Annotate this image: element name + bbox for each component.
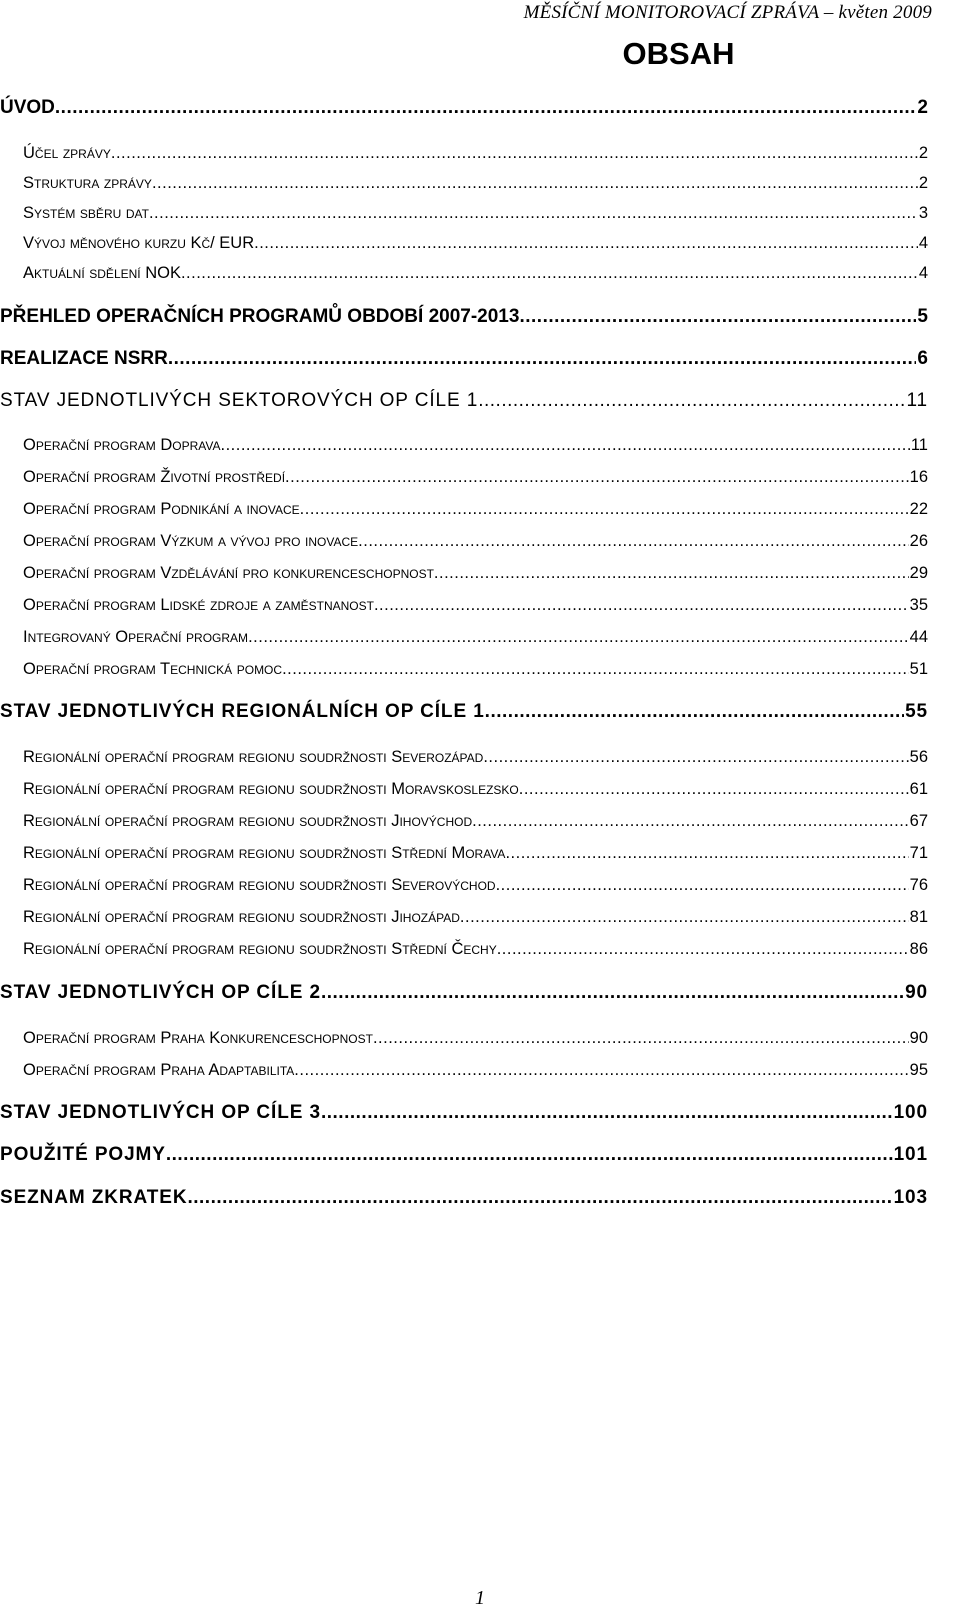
toc-entry-label: Vývoj měnového kurzu Kč/ EUR [23, 234, 255, 252]
toc-entry-page: 67 [909, 812, 928, 830]
toc-entry-page: 16 [909, 468, 928, 486]
toc-leader [181, 264, 918, 283]
toc-entry-page: 90 [909, 1029, 928, 1047]
toc-entry-label: Regionální operační program regionu soudržnosti Jihozápad [23, 908, 460, 926]
toc-entry-page: 95 [909, 1061, 928, 1079]
toc-leader [374, 596, 909, 615]
toc-leader [358, 532, 908, 551]
toc-entry-label: STAV JEDNOTLIVÝCH REGIONÁLNÍCH OP CÍLE 1 [0, 701, 485, 722]
toc-entry-label: Regionální operační program regionu soudržnosti Severovýchod [23, 876, 496, 894]
toc-entry-page: 2 [917, 97, 928, 118]
toc-entry[interactable] [0, 1144, 928, 1166]
toc-entry[interactable] [23, 204, 928, 223]
toc-entry-page: 55 [905, 701, 928, 722]
toc-leader [166, 1144, 893, 1166]
toc-leader [111, 144, 918, 163]
toc-entry[interactable] [23, 1029, 928, 1048]
toc-entry-label: Systém sběru dat [23, 204, 149, 222]
toc-entry-label: PŘEHLED OPERAČNÍCH PROGRAMŮ OBDOBÍ 2007-2013 [0, 306, 520, 327]
toc-leader [282, 660, 909, 679]
toc-entry-label: Operační program Praha Konkurenceschopnost [23, 1029, 373, 1047]
toc-entry[interactable] [23, 876, 928, 895]
toc-entry-page: 4 [918, 264, 928, 282]
toc-entry[interactable] [23, 844, 928, 863]
toc-entry-label: Regionální operační program regionu soudržnosti Střední Morava [23, 844, 506, 862]
toc-entry-page: 76 [909, 876, 928, 894]
toc-entry-label: SEZNAM ZKRATEK [0, 1187, 188, 1208]
toc-leader [321, 982, 904, 1004]
toc-entry-label: STAV JEDNOTLIVÝCH OP CÍLE 3 [0, 1102, 321, 1123]
toc-leader [149, 204, 918, 223]
toc-leader [248, 628, 909, 647]
toc-leader [55, 97, 917, 119]
toc-entry[interactable] [23, 628, 928, 647]
toc-entry-page: 2 [918, 144, 928, 162]
toc-entry-page: 100 [893, 1102, 928, 1123]
toc-entry-label: Operační program Vzdělávání pro konkurenceschopnost [23, 564, 434, 582]
toc-entry-label: Operační program Životní prostředí [23, 468, 286, 486]
toc-entry[interactable] [23, 596, 928, 615]
toc-entry-label: Operační program Doprava [23, 436, 221, 454]
toc-leader [497, 940, 909, 959]
toc-entry-label: Operační program Lidské zdroje a zaměstnanost [23, 596, 374, 614]
toc-entry-page: 86 [909, 940, 928, 958]
toc-entry-page: 22 [909, 500, 928, 518]
toc-entry-page: 35 [909, 596, 928, 614]
toc-entry[interactable] [0, 1102, 928, 1124]
toc-entry-page: 51 [909, 660, 928, 678]
toc-entry[interactable] [23, 436, 928, 455]
toc-entry[interactable] [0, 348, 928, 370]
toc-entry-label: Účel zprávy [23, 144, 111, 162]
toc-entry-page: 3 [918, 204, 928, 222]
toc-entry[interactable] [23, 812, 928, 831]
toc-entry-page: 4 [918, 234, 928, 252]
page-title: OBSAH [622, 36, 735, 71]
toc-entry-label: Operační program Technická pomoc [23, 660, 283, 678]
toc-entry-page: 81 [909, 908, 928, 926]
toc-entry[interactable] [0, 97, 928, 119]
toc-entry[interactable] [23, 468, 928, 487]
toc-entry[interactable] [23, 234, 928, 253]
toc-leader [285, 468, 909, 487]
toc-entry[interactable] [0, 390, 928, 412]
toc-leader [505, 844, 908, 863]
toc-entry[interactable] [0, 701, 928, 723]
toc-entry[interactable] [23, 780, 928, 799]
toc-entry[interactable] [23, 564, 928, 583]
toc-entry-page: 71 [909, 844, 928, 862]
toc-leader [472, 812, 909, 831]
toc-entry[interactable] [23, 908, 928, 927]
toc-leader [300, 500, 909, 519]
toc-entry-label: Operační program Výzkum a vývoj pro inovace [23, 532, 359, 550]
toc-entry-label: REALIZACE NSRR [0, 348, 168, 369]
toc-entry-page: 90 [905, 982, 928, 1003]
toc-leader [221, 436, 910, 455]
toc-entry-page: 11 [910, 436, 928, 454]
toc-entry[interactable] [0, 306, 928, 328]
toc-entry[interactable] [0, 982, 928, 1004]
toc-leader [294, 1061, 908, 1080]
toc-entry[interactable] [23, 532, 928, 551]
toc-entry-page: 29 [909, 564, 928, 582]
toc-entry[interactable] [23, 500, 928, 519]
toc-entry-label: Regionální operační program regionu soudržnosti Střední Čechy [23, 940, 497, 958]
toc-leader [483, 748, 908, 767]
toc-entry-label: STAV JEDNOTLIVÝCH OP CÍLE 2 [0, 982, 321, 1003]
toc-entry[interactable] [23, 748, 928, 767]
toc-entry-label: Aktuální sdělení NOK [23, 264, 181, 282]
toc-leader [496, 876, 909, 895]
toc-entry[interactable] [23, 940, 928, 959]
toc-entry[interactable] [23, 174, 928, 193]
toc-entry-page: 44 [909, 628, 928, 646]
toc-entry[interactable] [23, 660, 928, 679]
toc-entry-label: POUŽITÉ POJMY [0, 1144, 166, 1165]
toc-leader [152, 174, 918, 193]
toc-leader [373, 1029, 909, 1048]
toc-leader [321, 1102, 893, 1124]
toc-leader [519, 306, 916, 328]
toc-entry-page: 2 [918, 174, 928, 192]
toc-entry-page: 5 [917, 306, 928, 327]
toc-entry-label: Regionální operační program regionu soudržnosti Jihovýchod [23, 812, 473, 830]
toc-entry-page: 61 [909, 780, 928, 798]
toc-leader [485, 701, 904, 723]
toc-leader [460, 908, 909, 927]
running-header: MĚSÍČNÍ MONITOROVACÍ ZPRÁVA – květen 2009 [523, 2, 932, 23]
toc-leader [519, 780, 909, 799]
toc-leader [478, 390, 905, 412]
toc-leader [254, 234, 918, 253]
toc-entry[interactable] [23, 1061, 928, 1080]
toc-entry-page: 11 [906, 390, 928, 411]
toc-entry-label: Regionální operační program regionu soudržnosti Severozápad [23, 748, 484, 766]
toc-entry-label: STAV JEDNOTLIVÝCH SEKTOROVÝCH OP CÍLE 1 [0, 390, 479, 411]
toc-entry[interactable] [0, 1187, 928, 1209]
toc-leader [187, 1187, 892, 1209]
toc-leader [434, 564, 909, 583]
toc-entry-page: 26 [909, 532, 928, 550]
toc-leader [168, 348, 917, 370]
toc-entry-label: Operační program Podnikání a inovace [23, 500, 300, 518]
toc-entry-label: Regionální operační program regionu soudržnosti Moravskoslezsko [23, 780, 519, 798]
toc-entry[interactable] [23, 264, 928, 283]
toc-entry[interactable] [23, 144, 928, 163]
toc-entry-label: ÚVOD [0, 97, 55, 118]
toc-entry-page: 6 [917, 348, 928, 369]
page-number: 1 [475, 1587, 485, 1609]
toc-entry-label: Operační program Praha Adaptabilita [23, 1061, 295, 1079]
toc-entry-page: 101 [893, 1144, 928, 1165]
toc-entry-label: Struktura zprávy [23, 174, 152, 192]
toc-entry-page: 56 [909, 748, 928, 766]
toc-entry-label: Integrovaný Operační program [23, 628, 249, 646]
toc-entry-page: 103 [893, 1187, 928, 1208]
